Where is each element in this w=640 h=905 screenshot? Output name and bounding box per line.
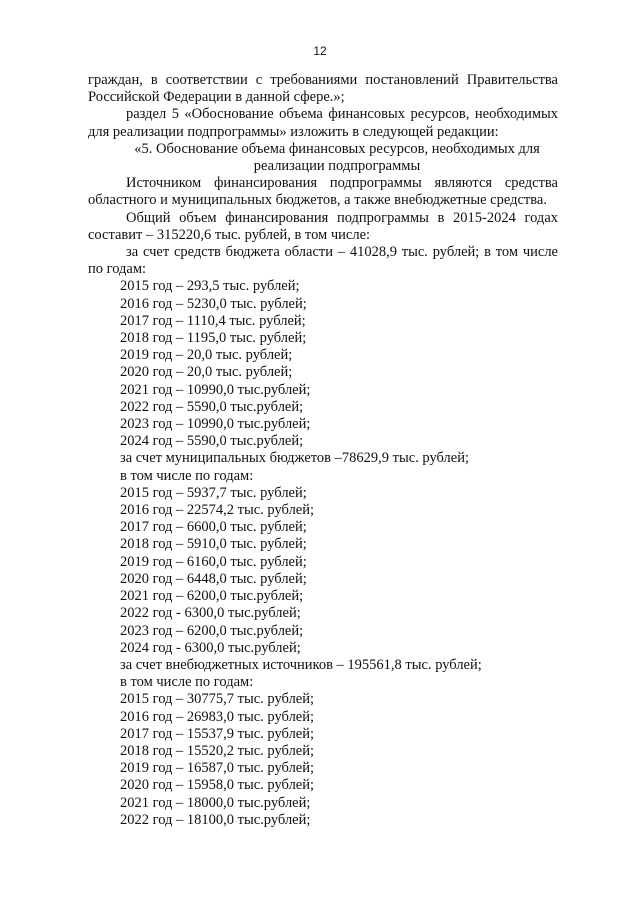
paragraph-line: за счет муниципальных бюджетов –78629,9 тыс. рублей; [120,450,469,467]
list-item: 2017 год – 1110,4 тыс. рублей; [120,312,306,329]
list-item: 2017 год – 15537,9 тыс. рублей; [120,725,315,742]
paragraph-line: для реализации подпрограммы» изложить в следующей редакции: [88,123,499,140]
list-item: 2024 год – 5590,0 тыс.рублей; [120,433,304,450]
paragraph-line: составит – 315220,6 тыс. рублей, в том числе: [88,226,371,243]
list-item: 2020 год – 6448,0 тыс. рублей; [120,570,307,587]
list-item: 2020 год – 15958,0 тыс. рублей; [120,777,315,794]
list-item: 2019 год – 16587,0 тыс. рублей; [120,760,315,777]
paragraph-line: в том числе по годам: [120,467,254,484]
paragraph-line: за счет средств бюджета области – 41028,9 тыс. рублей; в том числе [126,244,558,261]
list-item: 2018 год – 5910,0 тыс. рублей; [120,536,307,553]
list-item: 2015 год – 293,5 тыс. рублей; [120,278,300,295]
paragraph-line: областного и муниципальных бюджетов, а также внебюджетные средства. [88,192,547,209]
paragraph-line: Источником финансирования подпрограммы являются средства [126,175,558,192]
paragraph-line: в том числе по годам: [120,674,254,691]
list-item: 2018 год – 15520,2 тыс. рублей; [120,742,315,759]
list-item: 2015 год – 30775,7 тыс. рублей; [120,691,315,708]
document-body [88,72,558,829]
page-number: 12 [313,44,327,58]
list-item: 2016 год – 5230,0 тыс. рублей; [120,295,307,312]
list-item: 2021 год – 18000,0 тыс.рублей; [120,794,311,811]
list-item: 2016 год – 26983,0 тыс. рублей; [120,708,315,725]
list-item: 2018 год – 1195,0 тыс. рублей; [120,330,307,347]
list-item: 2023 год – 6200,0 тыс.рублей; [120,622,304,639]
list-item: 2023 год – 10990,0 тыс.рублей; [120,416,311,433]
section-heading: «5. Обоснование объема финансовых ресурсов, необходимых для [134,140,540,157]
list-item: 2020 год – 20,0 тыс. рублей; [120,364,293,381]
list-item: 2017 год – 6600,0 тыс. рублей; [120,519,307,536]
list-item: 2016 год – 22574,2 тыс. рублей; [120,502,315,519]
paragraph-line: раздел 5 «Обоснование объема финансовых ресурсов, необходимых [126,106,558,123]
regional-budget-years-list [88,278,558,450]
paragraph-line: Российской Федерации в данной сфере.»; [88,89,345,106]
list-item: 2021 год – 6200,0 тыс.рублей; [120,588,304,605]
list-item: 2022 год – 5590,0 тыс.рублей; [120,398,304,415]
paragraph-line: Общий объем финансирования подпрограммы в 2015-2024 годах [126,209,558,226]
municipal-budget-years-list [88,485,558,657]
list-item: 2015 год – 5937,7 тыс. рублей; [120,484,307,501]
list-item: 2021 год – 10990,0 тыс.рублей; [120,381,311,398]
list-item: 2024 год - 6300,0 тыс.рублей; [120,639,301,656]
list-item: 2019 год – 6160,0 тыс. рублей; [120,553,307,570]
list-item: 2019 год – 20,0 тыс. рублей; [120,347,293,364]
paragraph-line: по годам: [88,261,147,278]
list-item: 2022 год - 6300,0 тыс.рублей; [120,605,301,622]
offbudget-years-list [88,691,558,829]
paragraph-line: за счет внебюджетных источников – 195561,8 тыс. рублей; [120,656,482,673]
paragraph-line: граждан, в соответствии с требованиями постановлений Правительства [88,72,558,88]
list-item: 2022 год – 18100,0 тыс.рублей; [120,811,311,828]
section-heading: реализации подпрограммы [253,158,421,175]
